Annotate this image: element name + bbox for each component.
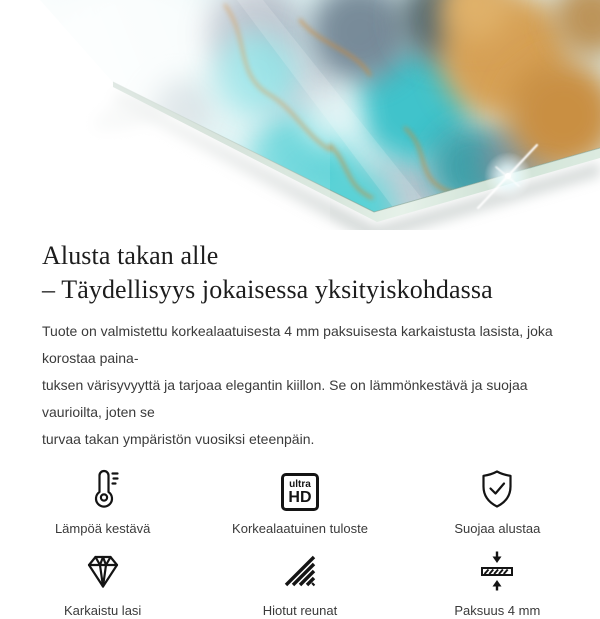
feature-polished-edges — [201, 547, 398, 619]
feature-label: Karkaistu lasi — [64, 603, 142, 618]
page-title-line-1: Alusta takan alle — [42, 241, 219, 270]
page-title-line-2: – Täydellisyys jokaisessa yksityiskohdassa — [42, 275, 493, 304]
feature-heat-resistant — [4, 465, 201, 537]
description-line: tuksen värisyvyyttä ja tarjoaa elegantin kiillon. Se on lämmönkestävä ja suojaa vaurioilta, joten se — [42, 377, 528, 420]
description-line: turvaa takan ympäristön vuosiksi eteenpäin. — [42, 431, 315, 447]
ultra-hd-icon-text-top: ultra — [289, 478, 311, 490]
feature-label: Paksuus 4 mm — [454, 603, 541, 618]
description-line: Tuote on valmistettu korkealaatuisesta 4 mm paksuisesta karkaistusta lasista, joka korostaa paina- — [42, 323, 553, 366]
product-image — [0, 0, 600, 230]
feature-label: Lämpöä kestävä — [54, 521, 151, 536]
shield-check-icon — [475, 467, 519, 511]
feature-tempered-glass — [4, 547, 201, 619]
beveled-edges-icon — [278, 549, 322, 593]
ultra-hd-icon — [281, 473, 319, 511]
feature-thickness — [399, 547, 596, 619]
feature-label: Korkealaatuinen tuloste — [232, 521, 368, 536]
thermometer-icon — [81, 467, 125, 511]
ultra-hd-icon-text-bottom: HD — [288, 488, 312, 506]
product-description — [42, 318, 564, 453]
feature-label: Hiotut reunat — [262, 603, 338, 618]
feature-grid — [4, 465, 596, 619]
thickness-icon — [475, 549, 519, 593]
white-fade-overlay — [0, 0, 330, 230]
glass-panel-artwork — [0, 0, 600, 230]
feature-ultra-hd-print — [201, 465, 398, 537]
diamond-icon — [81, 549, 125, 593]
feature-label: Suojaa alustaa — [454, 521, 541, 536]
page-title — [42, 239, 558, 307]
feature-protects-base — [399, 465, 596, 537]
